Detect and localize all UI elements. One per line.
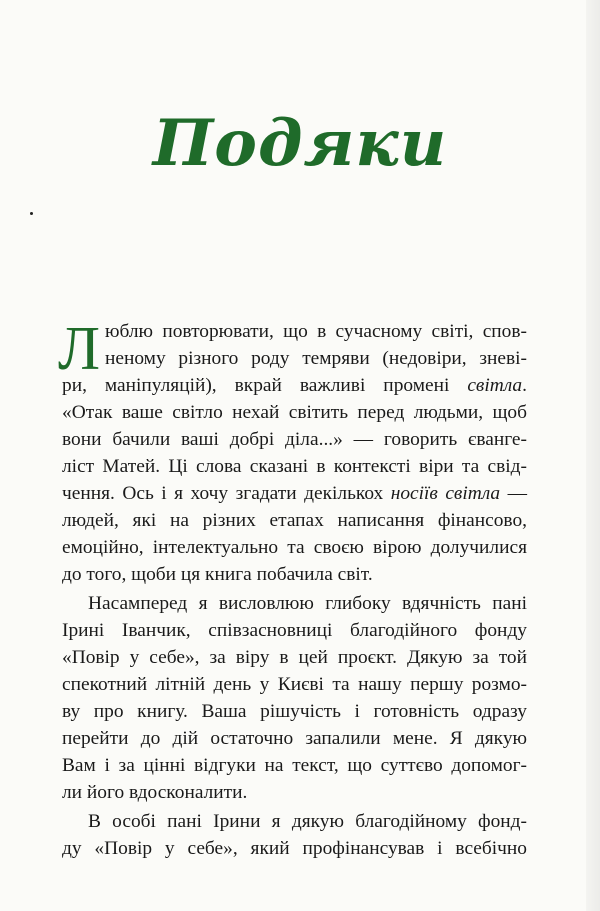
emphasis-nosiiv-svitla: носіїв світла <box>390 483 501 504</box>
text-line-10: до того, щоби ця книга побачила світ. <box>62 564 373 585</box>
text-line-1: юблю повторювати, що в сучасному світі, спов- <box>105 321 527 342</box>
text-line-2: неному різного роду темряви (недовіри, зневі- <box>105 348 527 369</box>
text-line-14: спекотний літній день у Києві та нашу першу розмо- <box>62 674 527 695</box>
text-line-17: Вам і за цінні відгуки на текст, що суттєво допомог- <box>62 755 527 776</box>
text-line-19: В особі пані Ірини я дякую благодійному фонд- <box>88 811 527 832</box>
text-line-20: ду «Повір у себе», який профінансував і всебічно <box>62 838 527 859</box>
text-line-7: чення. Ось і я хочу згадати декількох носіїв світла — <box>62 483 527 504</box>
text-line-15: ву про книгу. Ваша рішучість і готовність одразу <box>62 701 527 722</box>
text-line-9: емоційно, інтелектуально та своєю вірою долучилися <box>62 537 527 558</box>
text-line-4: «Отак ваше світло нехай світить перед людьми, щоб <box>62 402 527 423</box>
text-line-6: ліст Матей. Ці слова сказані в контексті віри та свід- <box>62 456 527 477</box>
text-line-8: людей, які на різних етапах написання фінансово, <box>62 510 527 531</box>
page-title: Подяки <box>152 106 448 181</box>
text-line-5: вони бачили ваші добрі діла...» — говорить єванге- <box>62 429 527 450</box>
emphasis-svitla: світла <box>467 375 523 396</box>
drop-cap: Л <box>58 315 101 383</box>
stray-dot <box>30 212 33 215</box>
text-line-12: Ірині Іванчик, співзасновниці благодійного фонду <box>62 620 527 641</box>
text-line-11: Насамперед я висловлюю глибоку вдячність пані <box>88 593 527 614</box>
text-line-13: «Повір у себе», за віру в цей проєкт. Дякую за той <box>62 647 527 668</box>
text-line-3: ри, маніпуляцій), вкрай важливі промені світла. <box>62 375 527 396</box>
text-line-16: перейти до дій остаточно запалили мене. Я дякую <box>62 728 527 749</box>
text-line-18: ли його вдосконалити. <box>62 782 248 803</box>
